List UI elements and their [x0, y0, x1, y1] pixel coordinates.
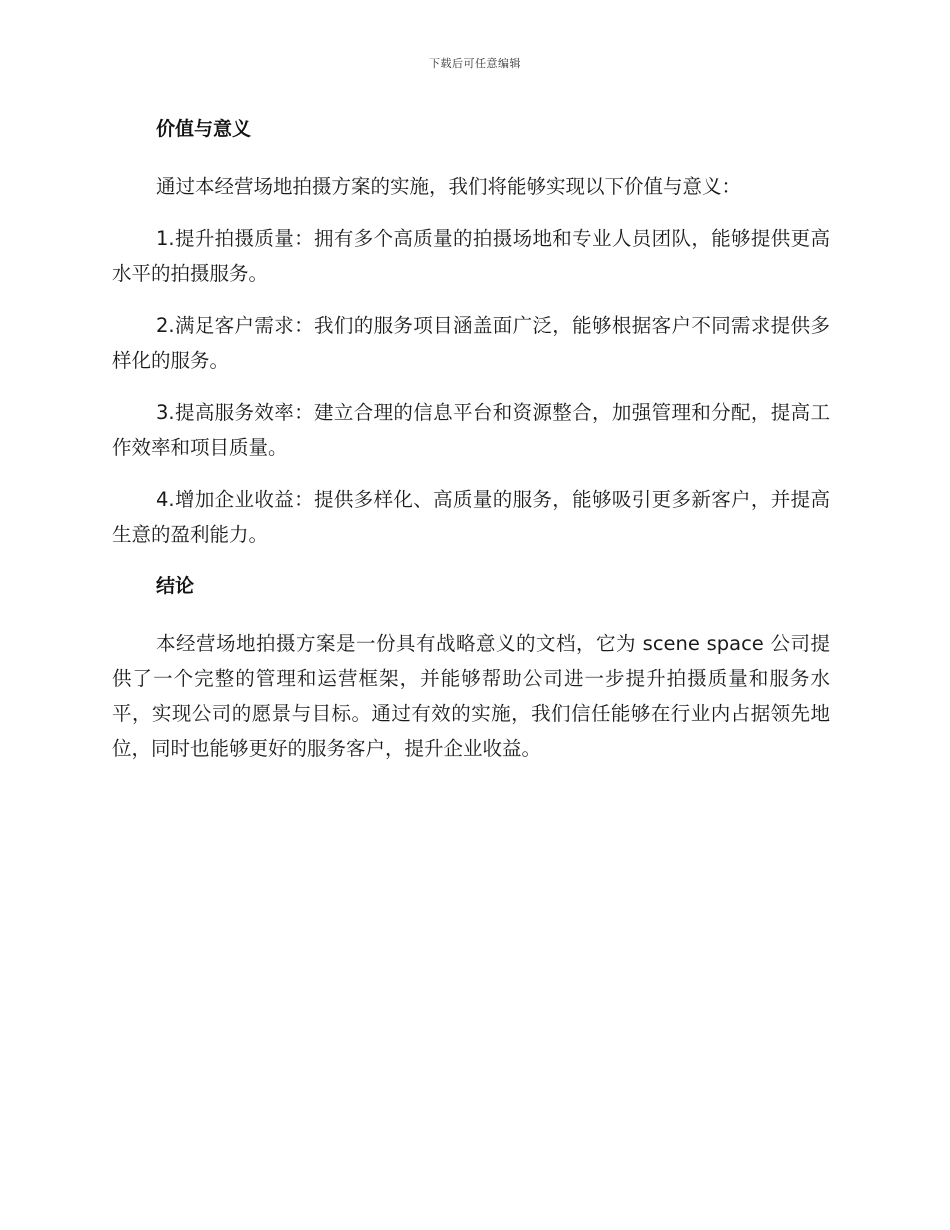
value-intro-paragraph: 通过本经营场地拍摄方案的实施，我们将能够实现以下价值与意义：	[156, 175, 742, 198]
value-item-2: 2.满足客户需求：我们的服务项目涵盖面广泛，能够根据客户不同需求提供多样化的服务。	[112, 314, 830, 372]
value-item-3: 3.提高服务效率：建立合理的信息平台和资源整合，加强管理和分配，提高工作效率和项目质量。	[112, 401, 830, 459]
header-note: 下载后可任意编辑	[429, 57, 521, 70]
section-heading-value: 价值与意义	[156, 118, 252, 140]
section-heading-conclusion: 结论	[156, 575, 195, 597]
value-item-1: 1.提升拍摄质量：拥有多个高质量的拍摄场地和专业人员团队，能够提供更高水平的拍摄服务。	[112, 227, 830, 285]
conclusion-paragraph: 本经营场地拍摄方案是一份具有战略意义的文档，它为 scene space 公司提供了一个完整的管理和运营框架，并能够帮助公司进一步提升拍摄质量和服务水平，实现公司的愿景与目标。通过有效的实施，我们信任能够在行业内占据领先地位，同时也能够更好的服务客户，提升企业收益。	[112, 632, 830, 760]
value-item-4: 4.增加企业收益：提供多样化、高质量的服务，能够吸引更多新客户，并提高生意的盈利能力。	[112, 488, 830, 546]
document-body	[112, 112, 830, 766]
